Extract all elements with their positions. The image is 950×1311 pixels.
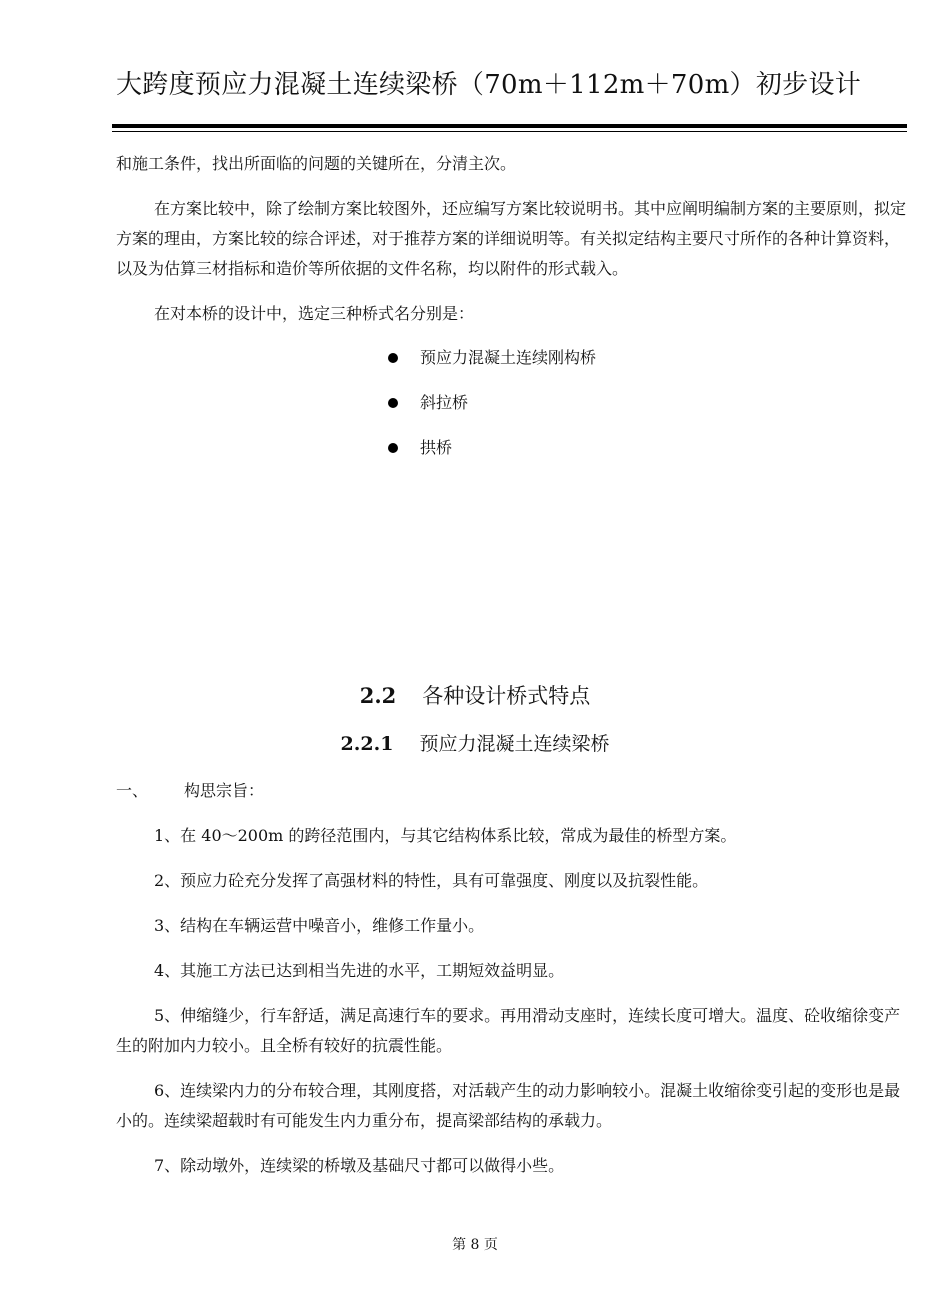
bullet-dot-icon xyxy=(388,353,398,363)
list-item: 3、结构在车辆运营中噪音小，维修工作量小。 xyxy=(154,916,485,935)
section-heading xyxy=(0,680,950,710)
design-purpose-section xyxy=(116,776,906,1181)
section-title-text: 各种设计桥式特点 xyxy=(422,684,591,708)
bridge-type-list xyxy=(116,343,906,463)
list-item: 7、除动墩外，连续梁的桥墩及基础尺寸都可以做得小些。 xyxy=(154,1156,565,1175)
subsection-title-text: 预应力混凝土连续梁桥 xyxy=(419,733,610,755)
list-item: 1、在 40～200m 的跨径范围内，与其它结构体系比较，常成为最佳的桥型方案。 xyxy=(154,826,737,845)
list-item: 6、连续梁内力的分布较合理，其刚度搭，对活载产生的动力影响较小。混凝土收缩徐变引起的变形也是最小的。连续梁超载时有可能发生内力重分布，提高梁部结构的承载力。 xyxy=(116,1081,901,1130)
bullet-dot-icon xyxy=(388,398,398,408)
bridge-type-item xyxy=(388,433,906,463)
bridge-type-item xyxy=(388,388,906,418)
list-item: 2、预应力砼充分发挥了高强材料的特性，具有可靠强度、刚度以及抗裂性能。 xyxy=(154,871,709,890)
paragraph-bridge-types-intro: 在对本桥的设计中，选定三种桥式名分别是： xyxy=(154,304,475,323)
bridge-type-label: 斜拉桥 xyxy=(420,393,469,412)
list-item: 4、其施工方法已达到相当先进的水平，工期短效益明显。 xyxy=(154,961,565,980)
list-heading xyxy=(116,776,906,806)
document-header-title: 大跨度预应力混凝土连续梁桥（70m＋112m＋70m）初步设计 xyxy=(116,70,862,100)
bridge-type-item xyxy=(388,343,906,373)
section-number: 2.2 xyxy=(359,683,397,708)
page-number: 第 8 页 xyxy=(452,1237,498,1253)
paragraph-scheme-comparison: 在方案比较中，除了绘制方案比较图外，还应编写方案比较说明书。其中应阐明编制方案的主要原则，拟定方案的理由，方案比较的综合评述，对于推荐方案的详细说明等。有关拟定结构主要尺寸所作的各种计算资料，以及为估算三材指标和造价等所依据的文件名称，均以附件的形式载入。 xyxy=(116,199,907,278)
header-rule-thin xyxy=(112,131,907,132)
body-content xyxy=(116,149,906,478)
bullet-dot-icon xyxy=(388,443,398,453)
header-rule-thick xyxy=(112,124,907,128)
subsection-heading xyxy=(0,729,950,756)
list-heading-text: 构思宗旨： xyxy=(184,781,265,800)
paragraph-continuation: 和施工条件，找出所面临的问题的关键所在，分清主次。 xyxy=(116,154,517,173)
list-item: 5、伸缩缝少，行车舒适，满足高速行车的要求。再用滑动支座时，连续长度可增大。温度、砼收缩徐变产生的附加内力较小。且全桥有较好的抗震性能。 xyxy=(116,1006,901,1055)
subsection-number: 2.2.1 xyxy=(340,733,394,755)
list-heading-number: 一、 xyxy=(116,781,149,800)
bridge-type-label: 预应力混凝土连续刚构桥 xyxy=(420,348,597,367)
bridge-type-label: 拱桥 xyxy=(420,438,453,457)
